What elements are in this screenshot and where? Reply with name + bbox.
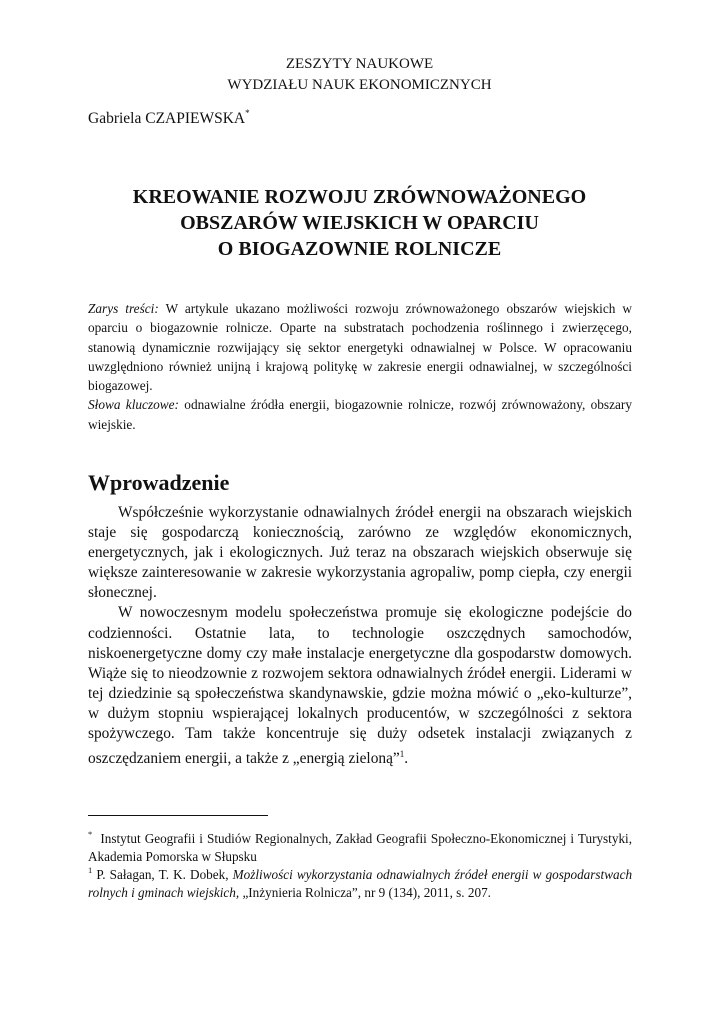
footnote-author-marker: *	[88, 829, 93, 839]
author-footnote-marker[interactable]: *	[245, 108, 250, 118]
title-line-2: OBSZARÓW WIEJSKICH W OPARCIU	[180, 212, 539, 234]
body-paragraph-1: Współcześnie wykorzystanie odnawialnych źródeł energii na obszarach wiejskich staje się gospodarczą koniecznością, zarówno ze względów ekonomicznych, energetycznych, jak i ekologicznych. Już teraz na obszarach wiejskich obserwuje się większe zainteresowanie w zakresie wykorzystania agropaliw, pomp ciepła, czy energii słonecznej.	[88, 504, 632, 602]
body-paragraph-2-text: W nowoczesnym modelu społeczeństwa promuje się ekologiczne podejście do codzienności. Ostatnie lata, to technologie oszczędnych samochodów, niskoenergetyczne domy czy małe instalacje energetyczne dla gospodarstw domowych. Wiąże się to nieodzownie z rozwojem sektora odnawialnych źródeł energii. Liderami w tej dziedzinie są społeczeństwa skandynawskie, gdzie można mówić o „eko-kulturze”, w dużym stopniu wspierającej lokalnych producentów, w szczególności z sektora spożywczego. Tam także koncentruje się duży odsetek instalacji związanych z oszczędzaniem energii, a także z „energią zieloną”	[88, 604, 632, 768]
title-line-1: KREOWANIE ROZWOJU ZRÓWNOWAŻONEGO	[132, 186, 587, 208]
keywords-label: Słowa kluczowe:	[88, 397, 179, 413]
title-line-3: O BIOGAZOWNIE ROLNICZE	[217, 238, 502, 260]
keywords-text: odnawialne źródła energii, biogazownie rolnicze, rozwój zrównoważony, obszary wiejskie.	[88, 397, 632, 432]
author	[88, 108, 250, 128]
author-name: Gabriela CZAPIEWSKA	[88, 110, 246, 127]
abstract-text: W artykule ukazano możliwości rozwoju zrównoważonego obszarów wiejskich w oparciu o biogazownie rolnicze. Oparte na substratach pochodzenia roślinnego i zwierzęcego, stanowią dynamicznie rozwijający się sektor energetyki odnawialnej w Polsce. W opracowaniu uwzględniono również unijną i krajową politykę w zakresie energii odnawialnej, w szczególności biogazowej.	[88, 301, 632, 394]
body-paragraph-2-end: .	[404, 750, 409, 768]
abstract-label: Zarys treści:	[88, 301, 159, 316]
footnote-separator	[88, 815, 268, 816]
section-body	[88, 503, 632, 769]
section-heading: Wprowadzenie	[88, 470, 230, 495]
article-title	[0, 184, 719, 262]
footnote-1-source: „Inżynieria Rolnicza”, nr 9 (134), 2011, s. 207.	[242, 884, 491, 900]
footnote-author	[88, 826, 632, 865]
abstract-paragraph	[88, 299, 632, 395]
body-paragraph-2	[88, 603, 632, 769]
journal-name-line1: ZESZYTY NAUKOWE	[285, 56, 434, 72]
abstract	[88, 299, 632, 434]
journal-name-line2: WYDZIAŁU NAUK EKONOMICZNYCH	[227, 77, 492, 93]
footnote-1	[88, 862, 632, 901]
footnote-1-authors: P. Sałagan, T. K. Dobek,	[96, 867, 229, 882]
footnote-ref-1[interactable]: 1	[399, 749, 405, 760]
footnote-author-text: Instytut Geografii i Studiów Regionalnych, Zakład Geografii Społeczno-Ekonomicznej i Turystyki, Akademia Pomorska w Słupsku	[88, 831, 632, 864]
keywords-paragraph	[88, 395, 632, 434]
footnote-1-marker: 1	[88, 865, 93, 875]
footnote-1-title: Możliwości wykorzystania odnawialnych źródeł energii w gospodarstwach rolnych i gminach wiejskich,	[88, 867, 633, 900]
